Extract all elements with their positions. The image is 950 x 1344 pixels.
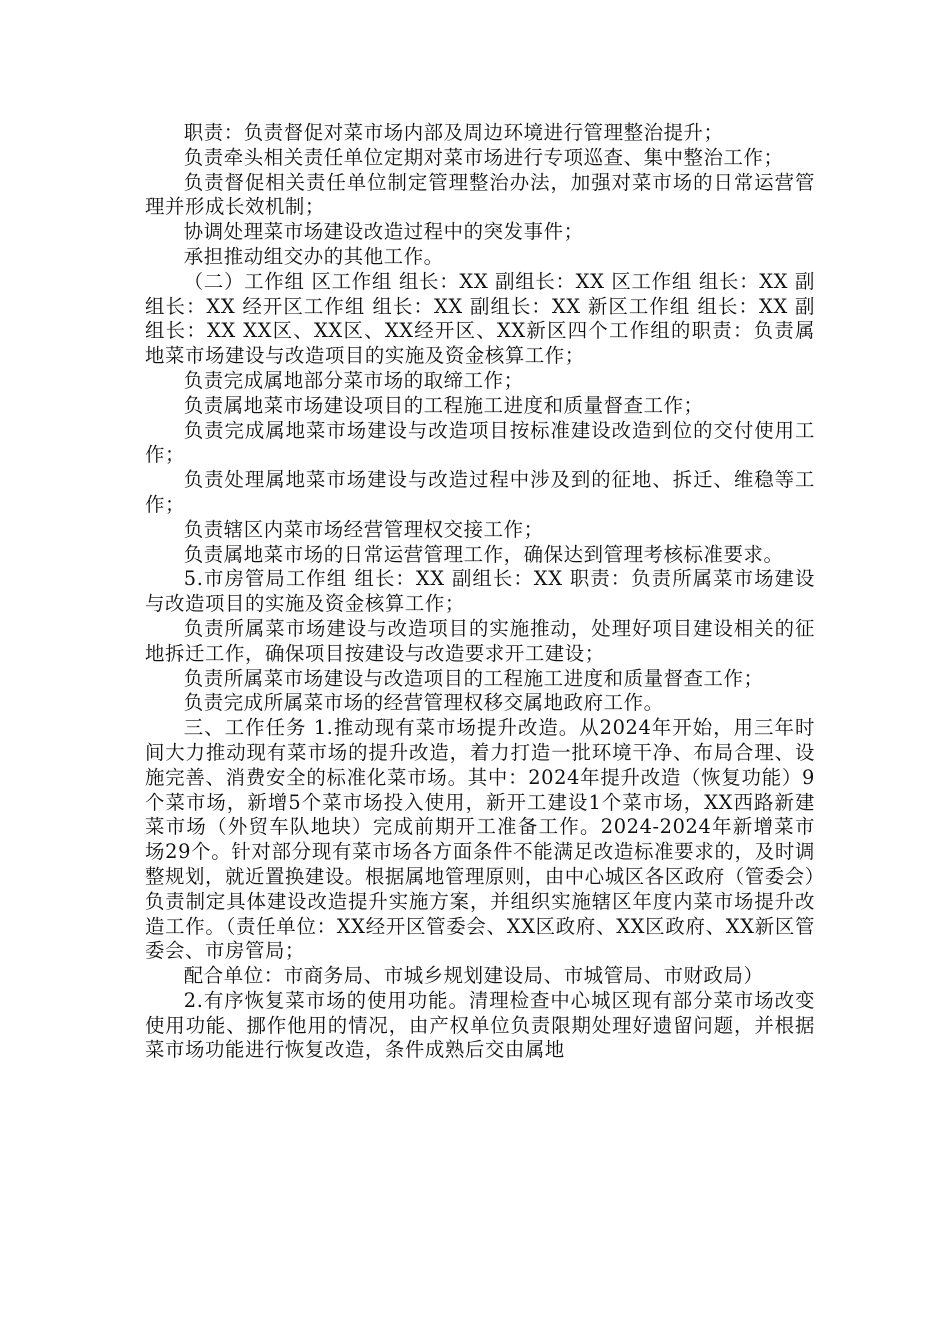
paragraph: 负责完成所属菜市场的经营管理权移交属地政府工作。 [183,691,664,715]
paragraph: 负责牵头相关责任单位定期对菜市场进行专项巡查、集中整治工作； [183,145,784,169]
paragraph: 配合单位：市商务局、市城乡规划建设局、市城管局、市财政局） [183,964,764,988]
paragraph: 负责处理属地菜市场建设与改造过程中涉及到的征地、拆迁、维稳等工作； [145,468,815,516]
paragraph: 负责所属菜市场建设与改造项目的实施推动，处理好项目建设相关的征地拆迁工作，确保项目按建设与改造要求开工建设； [145,616,815,665]
paragraph: 5.市房管局工作组 组长：XX 副组长：XX 职责：负责所属菜市场建设与改造项目的实施及资金核算工作； [145,567,815,616]
paragraph: 负责属地菜市场的日常运营管理工作，确保达到管理考核标准要求。 [183,542,784,566]
paragraph: 三、工作任务 1.推动现有菜市场提升改造。从2024年开始，用三年时间大力推动现有菜市场的提升改造，着力打造一批环境干净、布局合理、设施完善、消费安全的标准化菜市场。其中：2024年提升改造（恢复功能）9个菜市场，新增5个菜市场投入使用，新开工建设1个菜市场，XX西路新建菜市场（外贸车队地块）完成前期开工准备工作。2024-2024年新增菜市场29个。针对部分现有菜市场各方面条件不能满足改造标准要求的，及时调整规划，就近置换建设。根据属地管理原则，由中心城区各区政府（管委会）负责制定具体建设改造提升实施方案，并组织实施辖区年度内菜市场提升改造工作。（责任单位：XX经开区管委会、XX区政府、XX区政府、XX新区管委会、市房管局； [145,716,815,963]
document-body [145,121,815,1063]
paragraph: 负责属地菜市场建设项目的工程施工进度和质量督查工作； [183,393,704,417]
paragraph: 负责完成属地部分菜市场的取缔工作； [183,368,524,392]
paragraph: 2.有序恢复菜市场的使用功能。清理检查中心城区现有部分菜市场改变使用功能、挪作他用的情况，由产权单位负责限期处理好遗留问题，并根据菜市场功能进行恢复改造，条件成熟后交由属地 [145,988,815,1062]
paragraph: 负责完成属地菜市场建设与改造项目按标准建设改造到位的交付使用工作； [145,418,815,467]
paragraph: 负责所属菜市场建设与改造项目的工程施工进度和质量督查工作； [183,666,764,690]
paragraph: 负责督促相关责任单位制定管理整治办法，加强对菜市场的日常运营管理并形成长效机制； [145,170,815,219]
paragraph: 职责：负责督促对菜市场内部及周边环境进行管理整治提升； [183,121,724,144]
paragraph: （二）工作组 区工作组 组长：XX 副组长：XX 区工作组 组长：XX 副组长：XX 经开区工作组 组长：XX 副组长：XX 新区工作组 组长：XX 副组长：XX XX区、XX区、XX经开区、XX新区四个工作组的职责：负责属地菜市场建设与改造项目的实施及资金核算工作； [145,269,815,368]
paragraph: 负责辖区内菜市场经营管理权交接工作； [183,517,544,541]
paragraph: 协调处理菜市场建设改造过程中的突发事件； [183,220,584,244]
paragraph: 承担推动组交办的其他工作。 [183,244,444,268]
